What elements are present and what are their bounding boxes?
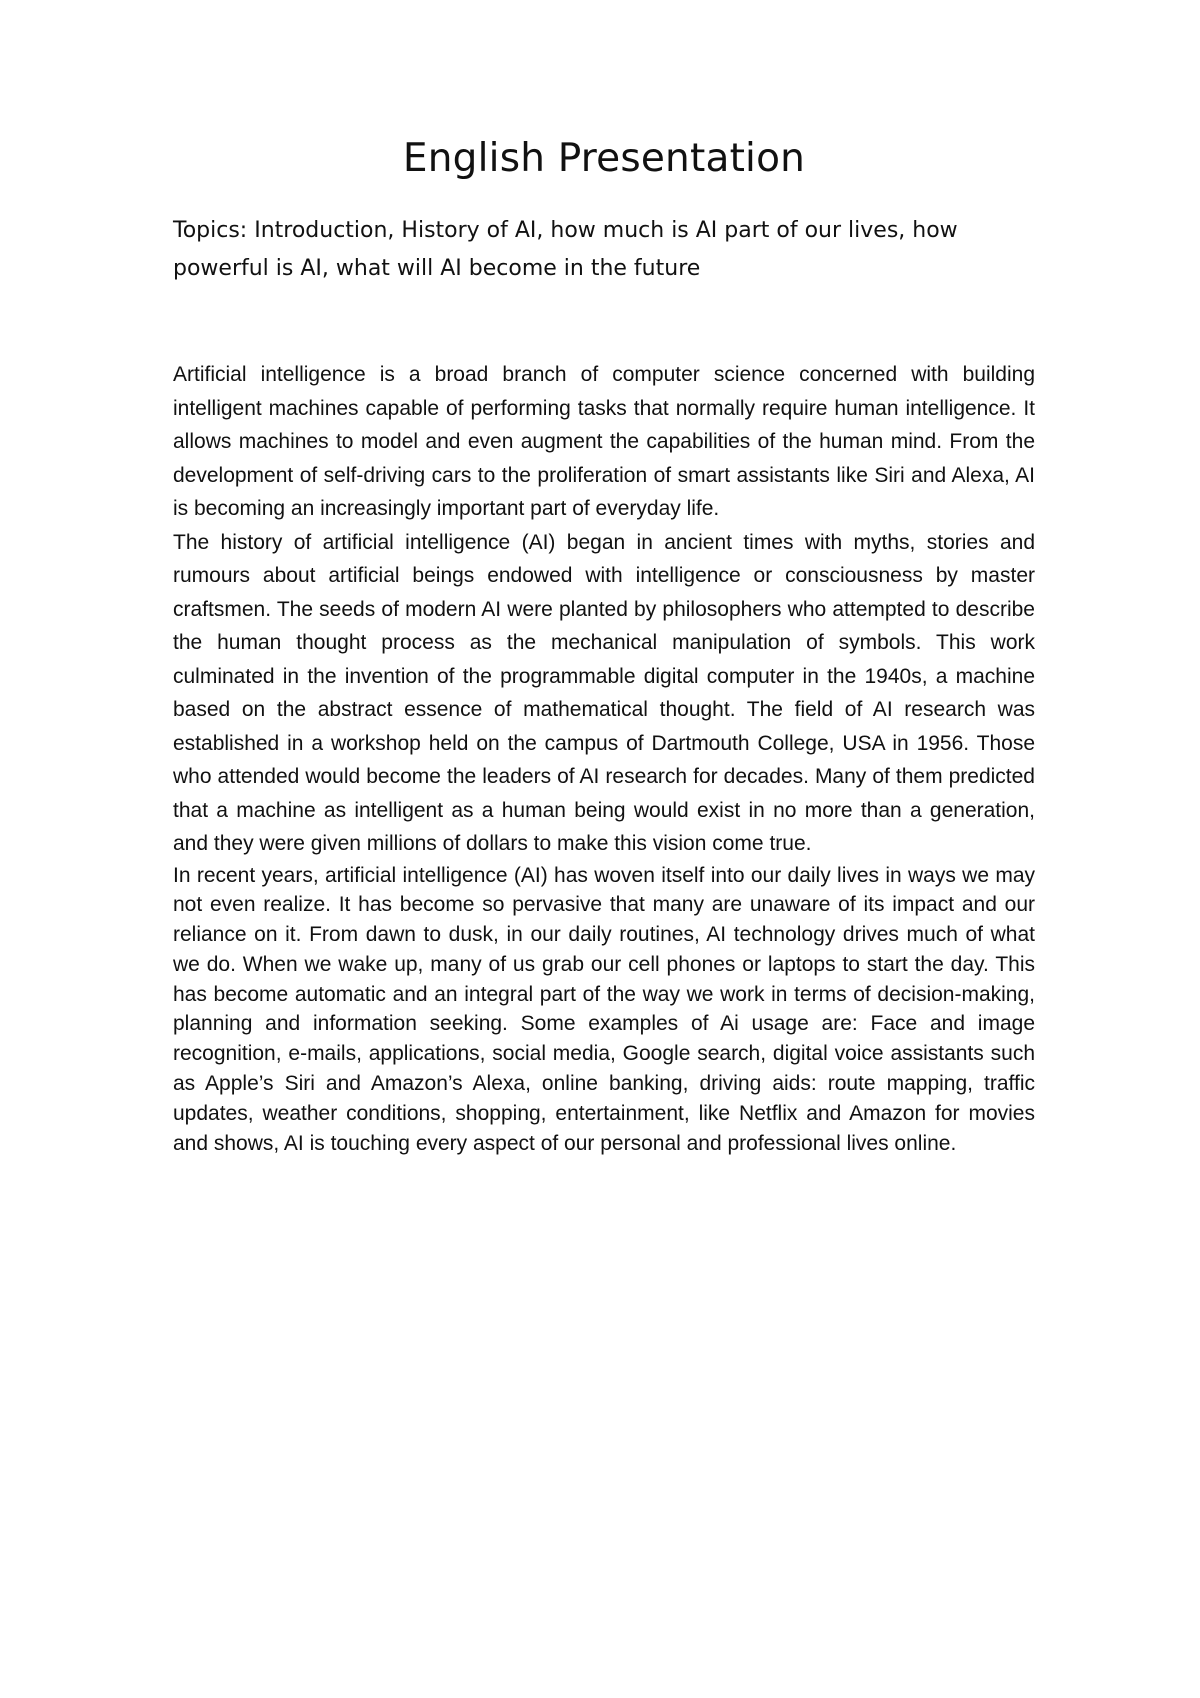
paragraph-history: The history of artificial intelligence (AI) began in ancient times with myths, stories and rumours about artificial beings endowed with intelligence or consciousness by master craftsmen. The seeds of modern AI were planted by philosophers who attempted to describe the human thought process as the mechanical manipulation of symbols. This work culminated in the invention of the programmable digital computer in the 1940s, a machine based on the abstract essence of mathematical thought. The field of AI research was established in a workshop held on the campus of Dartmouth College, USA in 1956. Those who attended would become the leaders of AI research for decades. Many of them predicted that a machine as intelligent as a human being would exist in no more than a generation, and they were given millions of dollars to make this vision come true. [173, 530, 1035, 855]
topics-line: Topics: Introduction, History of AI, how much is AI part of our lives, how powerful is AI, what will AI become in the future [173, 218, 958, 281]
document-body [173, 358, 1035, 1158]
paragraph-daily-life: In recent years, artificial intelligence (AI) has woven itself into our daily lives in ways we may not even realize. It has become so pervasive that many are unaware of its impact and our reliance on it. From dawn to dusk, in our daily routines, AI technology drives much of what we do. When we wake up, many of us grab our cell phones or laptops to start the day. This has become automatic and an integral part of the way we work in terms of decision-making, planning and information seeking. Some examples of Ai usage are: Face and image recognition, e-mails, applications, social media, Google search, digital voice assistants such as Apple’s Siri and Amazon’s Alexa, online banking, driving aids: route mapping, traffic updates, weather conditions, shopping, entertainment, like Netflix and Amazon for movies and shows, AI is touching every aspect of our personal and professional lives online. [173, 863, 1035, 1155]
document-title: English Presentation [402, 136, 806, 181]
paragraph-introduction: Artificial intelligence is a broad branch of computer science concerned with building intelligent machines capable of performing tasks that normally require human intelligence. It allows machines to model and even augment the capabilities of the human mind. From the development of self-driving cars to the proliferation of smart assistants like Siri and Alexa, AI is becoming an increasingly important part of everyday life. [173, 363, 1035, 520]
